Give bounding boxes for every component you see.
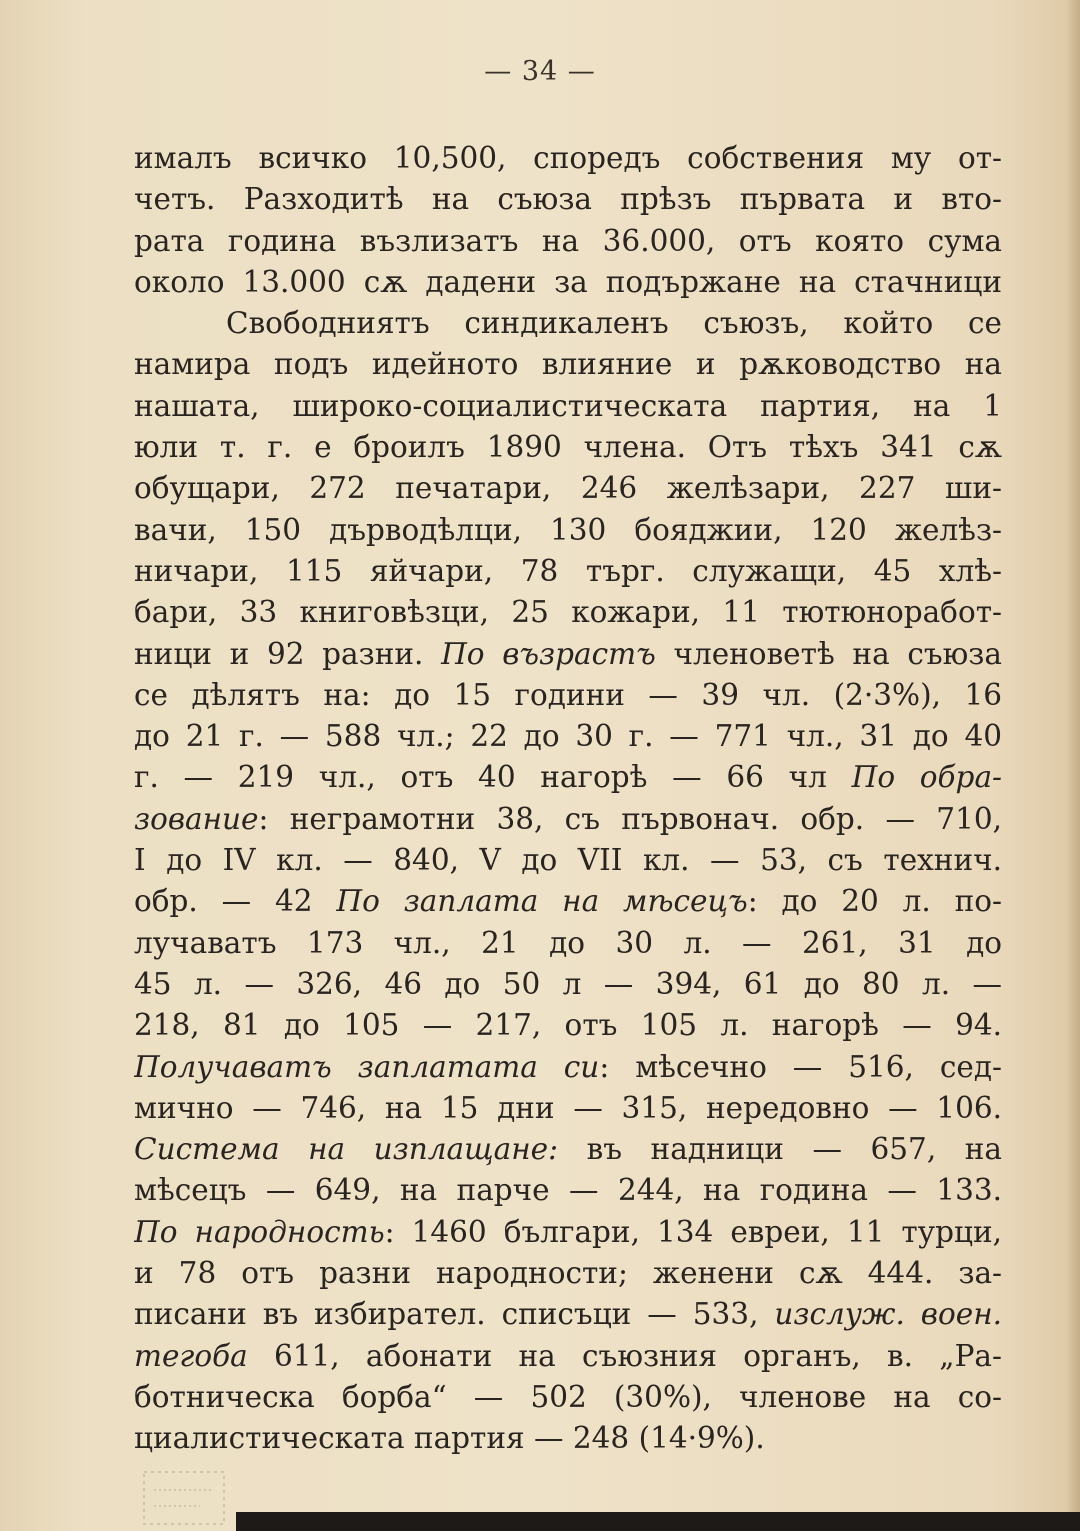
italic-heading: По заплата на мѣсецъ: [336, 884, 748, 919]
text-line: [134, 1418, 1002, 1459]
text-run: 218, 81 до 105 — 217, отъ 105 л. нагорѣ — 94.: [134, 1008, 1002, 1043]
italic-heading: Получаватъ заплатата си: [134, 1049, 600, 1084]
text-run: мично — 746, на 15 дни — 315, нередовно — 106.: [134, 1090, 1002, 1125]
text-run: мѣсецъ — 649, на парче — 244, на година — 133.: [134, 1173, 1002, 1208]
text-line: [134, 964, 1002, 1005]
text-line: [134, 510, 1002, 551]
italic-heading: тегоба: [134, 1338, 248, 1373]
text-line: [134, 1253, 1002, 1294]
text-run: се дѣлятъ на: до 15 години — 39 чл. (2·3%), 16: [134, 677, 1002, 712]
text-line: [134, 179, 1002, 220]
text-run: обущари, 272 печатари, 246 желѣзари, 227 ши-: [134, 471, 1002, 506]
text-line: [134, 427, 1002, 468]
text-run: циалистическата партия — 248 (14·9%).: [134, 1421, 765, 1456]
text-line: [134, 221, 1002, 262]
text-line: [134, 1336, 1002, 1377]
italic-heading: По народность: [134, 1214, 385, 1249]
body-text: [134, 138, 1002, 1460]
italic-heading: зование: [134, 801, 259, 836]
text-line: [134, 303, 1002, 344]
italic-heading: По обра-: [851, 760, 1002, 795]
text-run: нашата, широко-социалистическата партия, на 1: [134, 388, 1002, 423]
text-line: [134, 1170, 1002, 1211]
text-line: [134, 757, 1002, 798]
text-run: юли т. г. е броилъ 1890 члена. Отъ тѣхъ 341 сѫ: [134, 430, 1002, 465]
library-stamp-mark: [140, 1466, 230, 1528]
text-run: ималъ всичко 10,500, споредъ собствения му от-: [134, 141, 1002, 175]
text-line: [134, 138, 1002, 179]
text-line: [134, 1129, 1002, 1170]
text-line: [134, 1377, 1002, 1418]
text-run: намира подъ идейното влияние и рѫководство на: [134, 347, 1002, 382]
text-run: въ надници — 657, на: [558, 1132, 1002, 1167]
text-line: [134, 344, 1002, 385]
text-line: [134, 262, 1002, 303]
text-run: около 13.000 сѫ дадени за подържане на стачници: [134, 264, 1002, 299]
text-line: [134, 881, 1002, 922]
text-run: рата година възлизатъ на 36.000, отъ която сума: [134, 223, 1002, 258]
text-line: [134, 551, 1002, 592]
text-run: ботническа борба“ — 502 (30%), членове на со-: [134, 1379, 1002, 1414]
text-line: [134, 386, 1002, 427]
text-line: [134, 634, 1002, 675]
text-line: [134, 1294, 1002, 1335]
text-run: : до 20 л. по-: [747, 884, 1002, 919]
text-run: 45 л. — 326, 46 до 50 л — 394, 61 до 80 л. —: [134, 966, 1002, 1001]
text-line: [134, 840, 1002, 881]
text-run: ничари, 115 яйчари, 78 търг. служащи, 45 хлѣ-: [134, 553, 1002, 588]
text-line: [134, 1005, 1002, 1046]
text-line: [134, 799, 1002, 840]
text-line: [134, 1088, 1002, 1129]
text-run: обр. — 42: [134, 884, 337, 919]
text-line: [134, 716, 1002, 757]
text-run: и 78 отъ разни народности; женени сѫ 444. за-: [134, 1256, 1002, 1291]
text-line: [134, 592, 1002, 633]
italic-heading: Система на изплащане:: [134, 1132, 559, 1167]
text-line: [134, 1047, 1002, 1088]
scan-bottom-edge: [236, 1512, 1080, 1531]
text-run: лучаватъ 173 чл., 21 до 30 л. — 261, 31 до: [134, 925, 1002, 960]
text-line: [134, 675, 1002, 716]
text-run: 611, абонати на съюзния органъ, в. „Ра-: [247, 1338, 1002, 1373]
text-line: [134, 468, 1002, 509]
text-run: до 21 г. — 588 чл.; 22 до 30 г. — 771 чл., 31 до 40: [134, 719, 1002, 754]
text-run: : 1460 българи, 134 евреи, 11 турци,: [384, 1214, 1002, 1249]
text-run: ници и 92 разни.: [134, 636, 442, 671]
page-number: — 34 —: [484, 56, 596, 87]
text-run: Свободниятъ синдикаленъ съюзъ, който се: [226, 306, 1002, 341]
page-edge-shadow: [1066, 0, 1080, 1531]
text-run: г. — 219 чл., отъ 40 нагорѣ — 66 чл: [134, 760, 852, 795]
text-line: [134, 923, 1002, 964]
text-run: I до IV кл. — 840, V до VII кл. — 53, съ технич.: [134, 843, 1002, 878]
text-run: вачи, 150 дърводѣлци, 130 бояджии, 120 желѣз-: [134, 512, 1002, 547]
text-line: [134, 1212, 1002, 1253]
text-run: четъ. Разходитѣ на съюза прѣзъ първата и вто-: [134, 182, 1002, 217]
italic-heading: изслуж. воен.: [774, 1297, 1002, 1332]
text-run: : мѣсечно — 516, сед-: [599, 1049, 1002, 1084]
italic-heading: По възрастъ: [441, 636, 656, 671]
text-run: членоветѣ на съюза: [655, 636, 1002, 671]
text-run: : неграмотни 38, съ първонач. обр. — 710,: [258, 801, 1002, 836]
text-run: бари, 33 книговѣзци, 25 кожари, 11 тютюноработ-: [134, 595, 1002, 630]
text-run: писани въ избирател. списъци — 533,: [134, 1297, 775, 1332]
